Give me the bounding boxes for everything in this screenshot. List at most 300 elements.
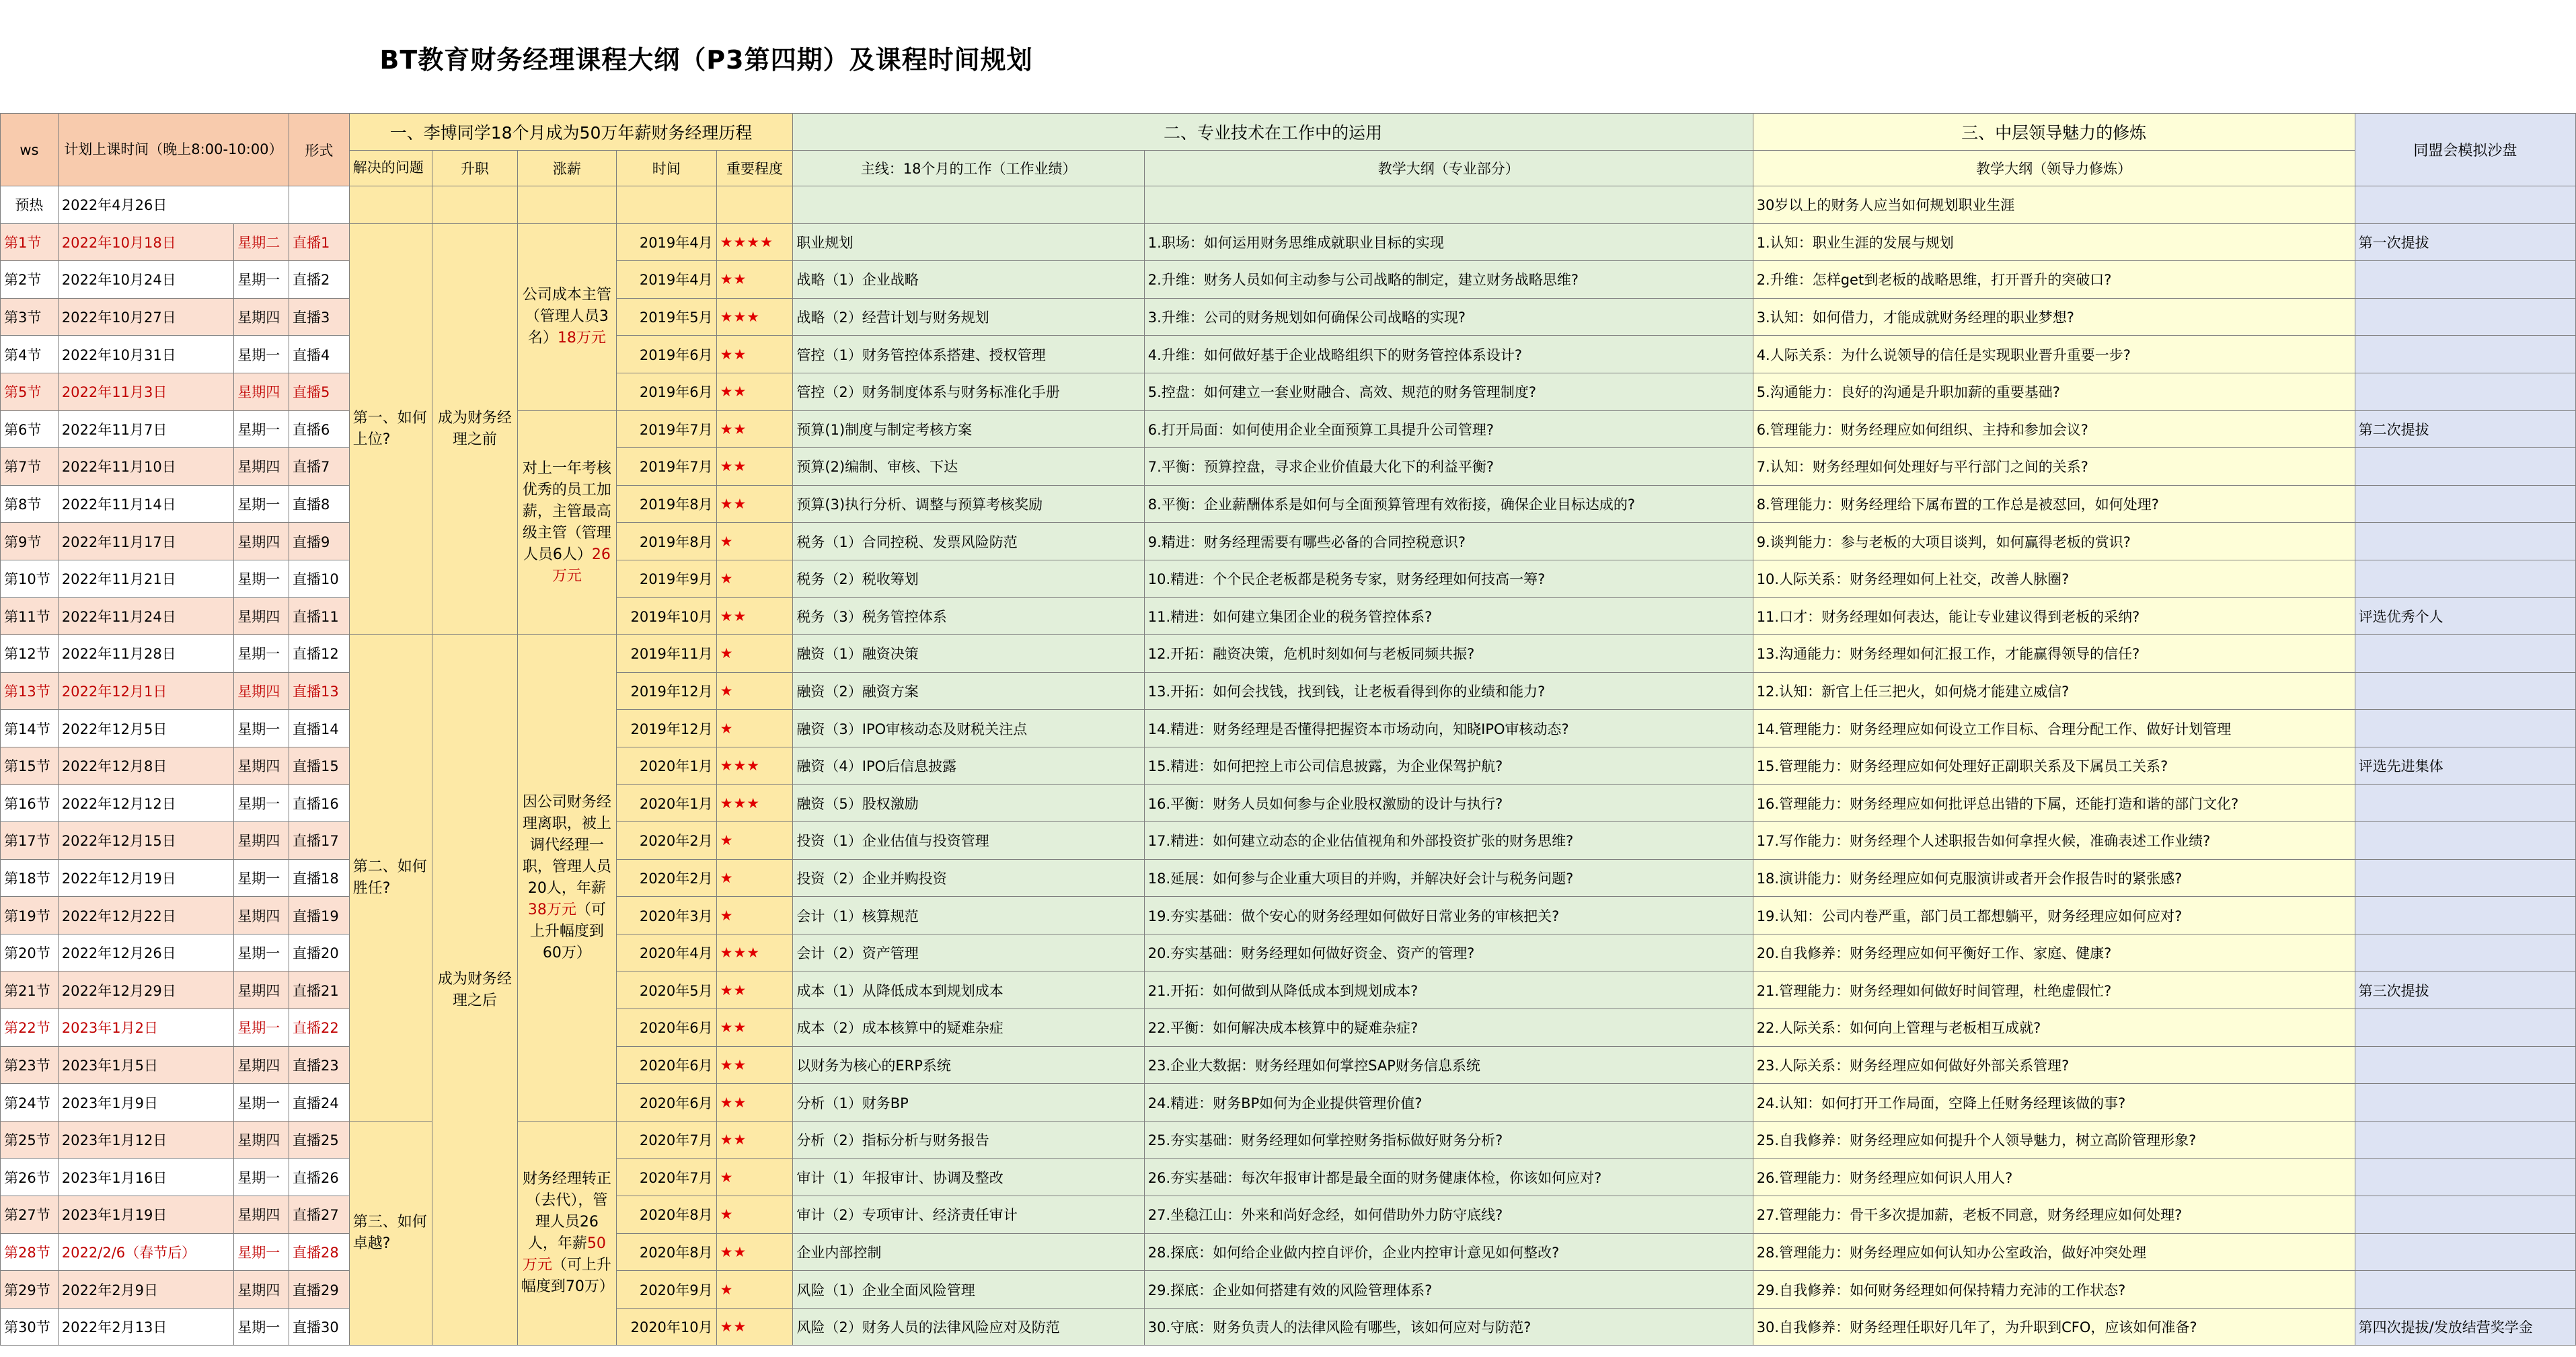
cell-time: 2019年6月 (616, 336, 716, 373)
cell-pro-outline: 9.精进：财务经理需要有哪些必备的合同控税意识? (1144, 523, 1753, 560)
cell-lead-outline: 23.人际关系：财务经理应如何做好外部关系管理? (1753, 1046, 2355, 1084)
cell-ws: 第26节 (1, 1159, 59, 1196)
cell-time: 2020年2月 (616, 822, 716, 860)
cell-mainline: 管控（2）财务制度体系与财务标准化手册 (793, 373, 1144, 410)
cell-form: 直播10 (289, 560, 350, 597)
table-row (1, 1121, 2576, 1159)
cell-date: 2022年10月27日 (58, 298, 233, 336)
cell-mainline: 融资（3）IPO审核动态及财税关注点 (793, 710, 1144, 747)
cell-date: 2022年11月14日 (58, 485, 233, 523)
cell-weekday: 星期一 (234, 1084, 289, 1122)
cell-form: 直播21 (289, 971, 350, 1009)
cell-lead-outline: 2.升维：怎样get到老板的战略思维，打开晋升的突破口? (1753, 261, 2355, 299)
cell-form: 直播22 (289, 1009, 350, 1047)
cell-pro-outline: 1.职场：如何运用财务思维成就职业目标的实现 (1144, 223, 1753, 261)
cell-sandbox: 第三次提拔 (2355, 971, 2575, 1009)
cell-mainline: 管控（1）财务管控体系搭建、授权管理 (793, 336, 1144, 373)
cell-weekday: 星期四 (234, 747, 289, 784)
cell-weekday: 星期一 (234, 410, 289, 448)
cell-sandbox: 评选优秀个人 (2355, 597, 2575, 635)
cell-mainline: 企业内部控制 (793, 1233, 1144, 1271)
cell-weekday: 星期四 (234, 523, 289, 560)
cell-mainline: 融资（1）融资决策 (793, 635, 1144, 673)
cell-time: 2019年6月 (616, 373, 716, 410)
preheat-date: 2022年4月26日 (58, 186, 289, 224)
raise-text: 财务经理转正（去代），管理人员26人，年薪 (522, 1171, 611, 1253)
cell-raise (517, 223, 616, 410)
cell-time: 2020年6月 (616, 1046, 716, 1084)
importance-stars: ★ (716, 635, 793, 673)
cell-sandbox (2355, 373, 2575, 410)
header-mainline: 主线：18个月的工作（工作业绩） (793, 151, 1144, 186)
cell-sandbox: 第四次提拔/发放结营奖学金 (2355, 1308, 2575, 1346)
cell-sandbox (2355, 1046, 2575, 1084)
cell-mainline: 融资（2）融资方案 (793, 672, 1144, 710)
cell-time: 2020年2月 (616, 859, 716, 897)
cell-time: 2020年6月 (616, 1009, 716, 1047)
cell-mainline: 成本（2）成本核算中的疑难杂症 (793, 1009, 1144, 1047)
cell-time: 2020年8月 (616, 1196, 716, 1234)
cell-time: 2019年9月 (616, 560, 716, 597)
cell-mainline: 预算(1)制度与制定考核方案 (793, 410, 1144, 448)
cell-sandbox (2355, 485, 2575, 523)
cell-lead-outline: 8.管理能力：财务经理给下属布置的工作总是被怼回，如何处理? (1753, 485, 2355, 523)
cell-date: 2023年1月19日 (58, 1196, 233, 1234)
cell-pro-outline: 4.升维：如何做好基于企业战略组织下的财务管控体系设计? (1144, 336, 1753, 373)
cell-ws: 第4节 (1, 336, 59, 373)
header-promotion: 升职 (432, 151, 517, 186)
cell-mainline: 投资（2）企业并购投资 (793, 859, 1144, 897)
cell-form: 直播28 (289, 1233, 350, 1271)
cell-lead-outline: 20.自我修养：财务经理应如何平衡好工作、家庭、健康? (1753, 934, 2355, 971)
header-sandbox: 同盟会模拟沙盘 (2355, 114, 2575, 186)
cell-pro-outline: 20.夯实基础：财务经理如何做好资金、资产的管理? (1144, 934, 1753, 971)
cell-weekday: 星期一 (234, 1308, 289, 1346)
header-pro-outline: 教学大纲（专业部分） (1144, 151, 1753, 186)
cell-pro-outline: 23.企业大数据：财务经理如何掌控SAP财务信息系统 (1144, 1046, 1753, 1084)
cell-sandbox (2355, 448, 2575, 486)
importance-stars: ★★ (716, 410, 793, 448)
importance-stars: ★★ (716, 1046, 793, 1084)
cell-form: 直播3 (289, 298, 350, 336)
cell-form: 直播18 (289, 859, 350, 897)
cell-lead-outline: 24.认知：如何打开工作局面，空降上任财务经理该做的事? (1753, 1084, 2355, 1122)
cell-date: 2022年10月24日 (58, 261, 233, 299)
importance-stars: ★ (716, 710, 793, 747)
cell-ws: 第12节 (1, 635, 59, 673)
cell-ws: 第19节 (1, 897, 59, 934)
importance-stars: ★ (716, 672, 793, 710)
raise-amount: 18万元 (557, 330, 606, 347)
cell-weekday: 星期一 (234, 635, 289, 673)
cell-lead-outline: 16.管理能力：财务经理应如何批评总出错的下属，还能打造和谐的部门文化? (1753, 784, 2355, 822)
importance-stars: ★ (716, 523, 793, 560)
cell-lead-outline: 6.管理能力：财务经理应如何组织、主持和参加会议? (1753, 410, 2355, 448)
page-title: BT教育财务经理课程大纲（P3第四期）及课程时间规划 (379, 45, 1033, 75)
cell-sandbox (2355, 298, 2575, 336)
cell-form: 直播19 (289, 897, 350, 934)
cell-lead-outline: 28.管理能力：财务经理应如何认知办公室政治，做好冲突处理 (1753, 1233, 2355, 1271)
cell-problem: 第三、如何卓越? (349, 1121, 432, 1346)
header-importance: 重要程度 (716, 151, 793, 186)
cell-lead-outline: 14.管理能力：财务经理应如何设立工作目标、合理分配工作、做好计划管理 (1753, 710, 2355, 747)
cell-pro-outline: 8.平衡：企业薪酬体系是如何与全面预算管理有效衔接，确保企业目标达成的? (1144, 485, 1753, 523)
cell-weekday: 星期四 (234, 597, 289, 635)
cell-raise (517, 635, 616, 1122)
cell-pro-outline: 28.探底：如何给企业做内控自评价，企业内控审计意见如何整改? (1144, 1233, 1753, 1271)
importance-stars: ★★★★ (716, 223, 793, 261)
cell-sandbox (2355, 523, 2575, 560)
cell-mainline: 审计（2）专项审计、经济责任审计 (793, 1196, 1144, 1234)
cell-ws: 第1节 (1, 223, 59, 261)
cell-form: 直播16 (289, 784, 350, 822)
cell-date: 2022年12月8日 (58, 747, 233, 784)
cell-lead-outline: 15.管理能力：财务经理应如何处理好正副职关系及下属员工关系? (1753, 747, 2355, 784)
cell-mainline: 风险（2）财务人员的法律风险应对及防范 (793, 1308, 1144, 1346)
cell-date: 2022年11月3日 (58, 373, 233, 410)
importance-stars: ★ (716, 560, 793, 597)
cell-lead-outline: 25.自我修养：财务经理应如何提升个人领导魅力，树立高阶管理形象? (1753, 1121, 2355, 1159)
importance-stars: ★ (716, 1196, 793, 1234)
cell-date: 2022年12月22日 (58, 897, 233, 934)
cell-sandbox (2355, 1159, 2575, 1196)
cell-date: 2023年1月16日 (58, 1159, 233, 1196)
cell-mainline: 投资（1）企业估值与投资管理 (793, 822, 1144, 860)
cell-mainline: 融资（5）股权激励 (793, 784, 1144, 822)
cell-pro-outline: 30.守底：财务负责人的法律风险有哪些，该如何应对与防范? (1144, 1308, 1753, 1346)
cell-lead-outline: 29.自我修养：如何财务经理如何保持精力充沛的工作状态? (1753, 1271, 2355, 1309)
cell-weekday: 星期一 (234, 1159, 289, 1196)
cell-sandbox (2355, 336, 2575, 373)
cell-time: 2020年10月 (616, 1308, 716, 1346)
cell-lead-outline: 30.自我修养：财务经理任职好几年了，为升职到CFO，应该如何准备? (1753, 1308, 2355, 1346)
cell-pro-outline: 5.控盘：如何建立一套业财融合、高效、规范的财务管理制度? (1144, 373, 1753, 410)
importance-stars: ★★ (716, 1084, 793, 1122)
cell-form: 直播2 (289, 261, 350, 299)
cell-ws: 第13节 (1, 672, 59, 710)
cell-pro-outline: 29.探底：企业如何搭建有效的风险管理体系? (1144, 1271, 1753, 1309)
cell-ws: 第2节 (1, 261, 59, 299)
cell-mainline: 会计（2）资产管理 (793, 934, 1144, 971)
cell-weekday: 星期四 (234, 448, 289, 486)
cell-form: 直播27 (289, 1196, 350, 1234)
cell-time: 2019年5月 (616, 298, 716, 336)
cell-lead-outline: 9.谈判能力：参与老板的大项目谈判，如何赢得老板的赏识? (1753, 523, 2355, 560)
cell-lead-outline: 12.认知：新官上任三把火，如何烧才能建立威信? (1753, 672, 2355, 710)
cell-date: 2022年2月9日 (58, 1271, 233, 1309)
cell-pro-outline: 15.精进：如何把控上市公司信息披露，为企业保驾护航? (1144, 747, 1753, 784)
cell-lead-outline: 3.认知：如何借力，才能成就财务经理的职业梦想? (1753, 298, 2355, 336)
cell-lead-outline: 1.认知：职业生涯的发展与规划 (1753, 223, 2355, 261)
cell-time: 2020年4月 (616, 934, 716, 971)
cell-date: 2022年11月21日 (58, 560, 233, 597)
cell-weekday: 星期四 (234, 971, 289, 1009)
cell-mainline: 预算(2)编制、审核、下达 (793, 448, 1144, 486)
cell-date: 2022/2/6（春节后） (58, 1233, 233, 1271)
cell-date: 2022年11月24日 (58, 597, 233, 635)
cell-lead-outline: 17.写作能力：财务经理个人述职报告如何拿捏火候，准确表述工作业绩? (1753, 822, 2355, 860)
cell-weekday: 星期一 (234, 261, 289, 299)
preheat-lead: 30岁以上的财务人应当如何规划职业生涯 (1753, 186, 2355, 224)
importance-stars: ★★★ (716, 934, 793, 971)
cell-form: 直播29 (289, 1271, 350, 1309)
header-time: 时间 (616, 151, 716, 186)
cell-pro-outline: 3.升维：公司的财务规划如何确保公司战略的实现? (1144, 298, 1753, 336)
cell-time: 2020年6月 (616, 1084, 716, 1122)
cell-ws: 第6节 (1, 410, 59, 448)
cell-sandbox (2355, 1196, 2575, 1234)
cell-time: 2020年7月 (616, 1121, 716, 1159)
cell-ws: 第24节 (1, 1084, 59, 1122)
cell-weekday: 星期一 (234, 859, 289, 897)
cell-mainline: 税务（3）税务管控体系 (793, 597, 1144, 635)
importance-stars: ★★ (716, 336, 793, 373)
cell-pro-outline: 14.精进：财务经理是否懂得把握资本市场动向，知晓IPO审核动态? (1144, 710, 1753, 747)
cell-form: 直播1 (289, 223, 350, 261)
cell-sandbox (2355, 934, 2575, 971)
cell-ws: 第9节 (1, 523, 59, 560)
importance-stars: ★★ (716, 1009, 793, 1047)
cell-time: 2020年9月 (616, 1271, 716, 1309)
cell-date: 2023年1月9日 (58, 1084, 233, 1122)
cell-pro-outline: 11.精进：如何建立集团企业的税务管控体系? (1144, 597, 1753, 635)
cell-lead-outline: 21.管理能力：财务经理如何做好时间管理，杜绝虚假忙? (1753, 971, 2355, 1009)
cell-sandbox (2355, 1084, 2575, 1122)
cell-form: 直播6 (289, 410, 350, 448)
cell-time: 2020年1月 (616, 784, 716, 822)
cell-weekday: 星期四 (234, 1121, 289, 1159)
cell-sandbox (2355, 710, 2575, 747)
cell-date: 2023年1月2日 (58, 1009, 233, 1047)
importance-stars: ★★ (716, 1121, 793, 1159)
cell-form: 直播23 (289, 1046, 350, 1084)
cell-form: 直播8 (289, 485, 350, 523)
cell-sandbox: 第二次提拔 (2355, 410, 2575, 448)
cell-weekday: 星期一 (234, 560, 289, 597)
importance-stars: ★ (716, 822, 793, 860)
cell-ws: 第17节 (1, 822, 59, 860)
raise-amount: 38万元 (527, 901, 576, 918)
table-row (1, 635, 2576, 673)
cell-lead-outline: 19.认知：公司内卷严重，部门员工都想躺平，财务经理应如何应对? (1753, 897, 2355, 934)
cell-ws: 第29节 (1, 1271, 59, 1309)
cell-form: 直播24 (289, 1084, 350, 1122)
header-raise: 涨薪 (517, 151, 616, 186)
cell-time: 2020年7月 (616, 1159, 716, 1196)
cell-date: 2022年11月7日 (58, 410, 233, 448)
cell-weekday: 星期四 (234, 897, 289, 934)
raise-amount: 26万元 (552, 546, 611, 585)
course-schedule-table (0, 113, 2576, 1346)
raise-text: 对上一年考核优秀的员工加薪，主管最高级主管（管理人员6人） (522, 460, 611, 563)
cell-weekday: 星期四 (234, 1271, 289, 1309)
importance-stars: ★★ (716, 1308, 793, 1346)
cell-pro-outline: 7.平衡：预算控盘，寻求企业价值最大化下的利益平衡? (1144, 448, 1753, 486)
cell-time: 2020年5月 (616, 971, 716, 1009)
importance-stars: ★★ (716, 1233, 793, 1271)
cell-mainline: 预算(3)执行分析、调整与预算考核奖励 (793, 485, 1144, 523)
cell-raise (517, 1121, 616, 1346)
cell-lead-outline: 4.人际关系：为什么说领导的信任是实现职业晋升重要一步? (1753, 336, 2355, 373)
cell-time: 2020年1月 (616, 747, 716, 784)
cell-mainline: 成本（1）从降低成本到规划成本 (793, 971, 1144, 1009)
cell-mainline: 分析（1）财务BP (793, 1084, 1144, 1122)
raise-range: （可上升幅度到60万） (529, 901, 606, 961)
cell-mainline: 战略（2）经营计划与财务规划 (793, 298, 1144, 336)
cell-weekday: 星期四 (234, 672, 289, 710)
cell-pro-outline: 12.开拓：融资决策，危机时刻如何与老板同频共振? (1144, 635, 1753, 673)
header-section-2: 二、专业技术在工作中的运用 (793, 114, 1753, 151)
cell-mainline: 税务（1）合同控税、发票风险防范 (793, 523, 1144, 560)
cell-lead-outline: 26.管理能力：财务经理应如何识人用人? (1753, 1159, 2355, 1196)
cell-sandbox (2355, 897, 2575, 934)
cell-time: 2019年12月 (616, 710, 716, 747)
cell-sandbox (2355, 1233, 2575, 1271)
cell-time: 2019年4月 (616, 223, 716, 261)
cell-ws: 第10节 (1, 560, 59, 597)
cell-ws: 第20节 (1, 934, 59, 971)
cell-time: 2019年4月 (616, 261, 716, 299)
cell-ws: 第25节 (1, 1121, 59, 1159)
importance-stars: ★ (716, 859, 793, 897)
cell-weekday: 星期四 (234, 373, 289, 410)
cell-form: 直播7 (289, 448, 350, 486)
cell-pro-outline: 6.打开局面：如何使用企业全面预算工具提升公司管理? (1144, 410, 1753, 448)
cell-ws: 第7节 (1, 448, 59, 486)
cell-weekday: 星期一 (234, 934, 289, 971)
cell-weekday: 星期四 (234, 298, 289, 336)
importance-stars: ★ (716, 897, 793, 934)
cell-pro-outline: 21.开拓：如何做到从降低成本到规划成本? (1144, 971, 1753, 1009)
cell-sandbox (2355, 1271, 2575, 1309)
header-form: 形式 (289, 114, 350, 186)
cell-lead-outline: 10.人际关系：财务经理如何上社交，改善人脉圈? (1753, 560, 2355, 597)
cell-sandbox (2355, 635, 2575, 673)
cell-sandbox (2355, 261, 2575, 299)
cell-date: 2022年2月13日 (58, 1308, 233, 1346)
importance-stars: ★★ (716, 373, 793, 410)
importance-stars: ★ (716, 1159, 793, 1196)
cell-date: 2022年12月19日 (58, 859, 233, 897)
cell-weekday: 星期一 (234, 1233, 289, 1271)
cell-pro-outline: 18.延展：如何参与企业重大项目的并购，并解决好会计与税务问题? (1144, 859, 1753, 897)
cell-pro-outline: 22.平衡：如何解决成本核算中的疑难杂症? (1144, 1009, 1753, 1047)
cell-time: 2020年3月 (616, 897, 716, 934)
cell-time: 2019年8月 (616, 485, 716, 523)
cell-sandbox (2355, 822, 2575, 860)
table-row (1, 223, 2576, 261)
cell-weekday: 星期四 (234, 1196, 289, 1234)
cell-lead-outline: 27.管理能力：骨干多次提加薪，老板不同意，财务经理应如何处理? (1753, 1196, 2355, 1234)
cell-pro-outline: 17.精进：如何建立动态的企业估值视角和外部投资扩张的财务思维? (1144, 822, 1753, 860)
cell-date: 2022年11月17日 (58, 523, 233, 560)
cell-weekday: 星期一 (234, 784, 289, 822)
cell-ws: 第11节 (1, 597, 59, 635)
cell-problem: 第一、如何上位? (349, 223, 432, 635)
cell-ws: 第15节 (1, 747, 59, 784)
cell-promotion: 成为财务经理之后 (432, 635, 517, 1346)
cell-pro-outline: 16.平衡：财务人员如何参与企业股权激励的设计与执行? (1144, 784, 1753, 822)
cell-ws: 第8节 (1, 485, 59, 523)
cell-mainline: 会计（1）核算规范 (793, 897, 1144, 934)
cell-time: 2019年12月 (616, 672, 716, 710)
cell-problem: 第二、如何胜任? (349, 635, 432, 1122)
cell-date: 2022年11月10日 (58, 448, 233, 486)
header-schedule: 计划上课时间（晚上8:00-10:00） (58, 114, 289, 186)
cell-form: 直播15 (289, 747, 350, 784)
importance-stars: ★★ (716, 485, 793, 523)
importance-stars: ★★★ (716, 298, 793, 336)
cell-weekday: 星期一 (234, 485, 289, 523)
cell-raise (517, 410, 616, 635)
cell-pro-outline: 24.精进：财务BP如何为企业提供管理价值? (1144, 1084, 1753, 1122)
cell-time: 2019年7月 (616, 448, 716, 486)
cell-date: 2023年1月12日 (58, 1121, 233, 1159)
cell-form: 直播14 (289, 710, 350, 747)
cell-form: 直播20 (289, 934, 350, 971)
raise-text: 公司成本主管（管理人员3名） (522, 287, 611, 347)
cell-weekday: 星期二 (234, 223, 289, 261)
importance-stars: ★★★ (716, 784, 793, 822)
cell-ws: 第5节 (1, 373, 59, 410)
raise-text: 因公司财务经理离职，被上调代经理一职，管理人员20人，年薪 (522, 794, 611, 897)
cell-lead-outline: 5.沟通能力：良好的沟通是升职加薪的重要基础? (1753, 373, 2355, 410)
cell-pro-outline: 26.夯实基础：每次年报审计都是最全面的财务健康体检，你该如何应对? (1144, 1159, 1753, 1196)
cell-mainline: 审计（1）年报审计、协调及整改 (793, 1159, 1144, 1196)
cell-ws: 第3节 (1, 298, 59, 336)
cell-date: 2022年12月1日 (58, 672, 233, 710)
cell-form: 直播17 (289, 822, 350, 860)
cell-weekday: 星期一 (234, 336, 289, 373)
cell-lead-outline: 22.人际关系：如何向上管理与老板相互成就? (1753, 1009, 2355, 1047)
raise-range: （可上升幅度到70万） (521, 1257, 614, 1295)
cell-date: 2022年12月5日 (58, 710, 233, 747)
cell-date: 2022年12月15日 (58, 822, 233, 860)
cell-lead-outline: 7.认知：财务经理如何处理好与平行部门之间的关系? (1753, 448, 2355, 486)
cell-date: 2022年10月31日 (58, 336, 233, 373)
cell-weekday: 星期四 (234, 822, 289, 860)
cell-sandbox (2355, 1121, 2575, 1159)
cell-time: 2019年8月 (616, 523, 716, 560)
cell-ws: 第18节 (1, 859, 59, 897)
cell-promotion: 成为财务经理之前 (432, 223, 517, 635)
cell-mainline: 战略（1）企业战略 (793, 261, 1144, 299)
cell-sandbox (2355, 859, 2575, 897)
cell-date: 2022年12月12日 (58, 784, 233, 822)
header-section-1: 一、李博同学18个月成为50万年薪财务经理历程 (349, 114, 793, 151)
cell-weekday: 星期一 (234, 1009, 289, 1047)
cell-time: 2019年11月 (616, 635, 716, 673)
cell-ws: 第28节 (1, 1233, 59, 1271)
cell-sandbox: 第一次提拔 (2355, 223, 2575, 261)
header-ws: ws (1, 114, 59, 186)
header-section-3: 三、中层领导魅力的修炼 (1753, 114, 2355, 151)
cell-pro-outline: 25.夯实基础：财务经理如何掌控财务指标做好财务分析? (1144, 1121, 1753, 1159)
cell-time: 2019年7月 (616, 410, 716, 448)
cell-pro-outline: 19.夯实基础：做个安心的财务经理如何做好日常业务的审核把关? (1144, 897, 1753, 934)
preheat-ws: 预热 (1, 186, 59, 224)
cell-ws: 第22节 (1, 1009, 59, 1047)
cell-ws: 第30节 (1, 1308, 59, 1346)
cell-weekday: 星期四 (234, 1046, 289, 1084)
cell-pro-outline: 13.开拓：如何会找钱，找到钱，让老板看得到你的业绩和能力? (1144, 672, 1753, 710)
importance-stars: ★★ (716, 261, 793, 299)
cell-ws: 第23节 (1, 1046, 59, 1084)
cell-date: 2022年10月18日 (58, 223, 233, 261)
importance-stars: ★★ (716, 448, 793, 486)
importance-stars: ★ (716, 1271, 793, 1309)
cell-lead-outline: 11.口才：财务经理如何表达，能让专业建议得到老板的采纳? (1753, 597, 2355, 635)
